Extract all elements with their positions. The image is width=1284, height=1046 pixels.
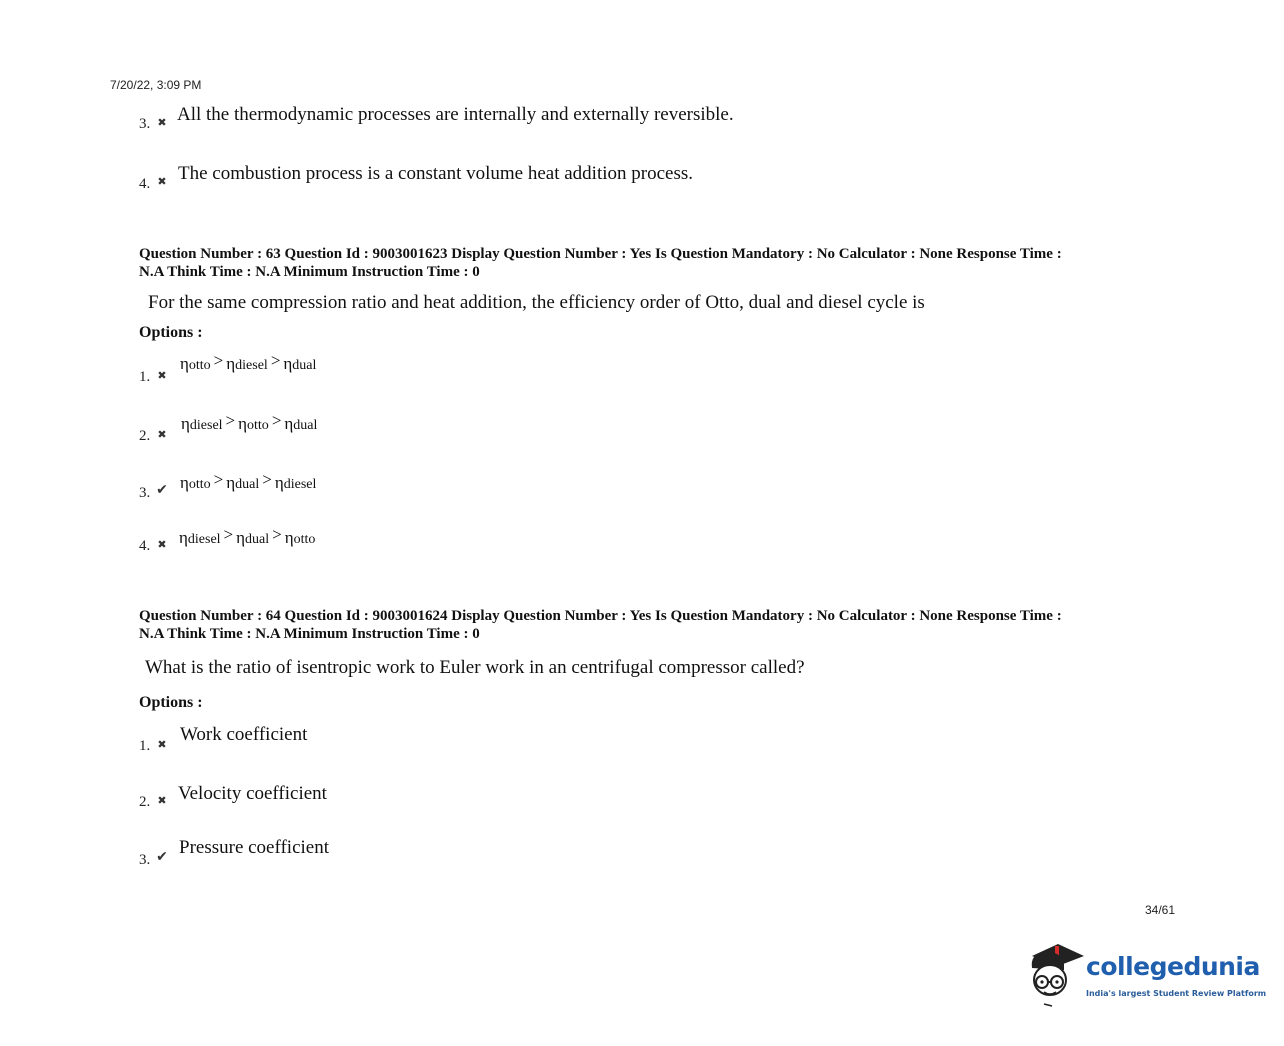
eta-symbol: η [284, 528, 294, 547]
option-number: 3. [139, 116, 151, 132]
meta-line-2: N.A Think Time : N.A Minimum Instruction Time : 0 [139, 626, 480, 642]
prev-option-3 [139, 115, 150, 133]
question-64-text: What is the ratio of isentropic work to Euler work in an centrifugal compressor called? [145, 657, 805, 678]
option-number: 2. [139, 794, 151, 810]
q63-option-2-expression [181, 411, 318, 434]
greater-than: > [272, 525, 282, 544]
option-text: Work coefficient [180, 724, 308, 745]
eta-symbol: η [226, 473, 236, 492]
eta-subscript: dual [293, 418, 318, 433]
eta-symbol: η [179, 528, 188, 547]
cross-icon: ✖ [157, 369, 167, 382]
mascot-icon [1024, 940, 1086, 1010]
eta-symbol: η [238, 414, 248, 433]
question-63-meta [139, 245, 1149, 281]
eta-subscript: dual [292, 358, 317, 373]
cross-icon: ✖ [157, 116, 167, 129]
checkmark-icon: ✔ [156, 849, 168, 865]
option-text: All the thermodynamic processes are internally and externally reversible. [177, 104, 734, 125]
greater-than: > [213, 470, 224, 489]
cross-icon: ✖ [157, 538, 167, 551]
greater-than: > [225, 411, 236, 430]
page-number: 34/61 [1145, 903, 1176, 917]
eta-subscript: diesel [283, 477, 317, 492]
logo-wordmark: collegedunia [1086, 952, 1260, 981]
greater-than: > [223, 525, 234, 544]
greater-than: > [213, 351, 224, 370]
eta-subscript: diesel [187, 532, 221, 547]
q63-option-4-expression [179, 525, 316, 548]
option-number: 3. [139, 485, 151, 501]
prev-option-4 [139, 175, 150, 193]
option-text: The combustion process is a constant volume heat addition process. [178, 163, 693, 184]
eta-subscript: otto [188, 477, 211, 492]
eta-symbol: η [236, 528, 246, 547]
meta-line-2: N.A Think Time : N.A Minimum Instruction Time : 0 [139, 264, 480, 280]
q63-option-3-expression [180, 470, 317, 493]
option-number: 3. [139, 852, 151, 868]
meta-line-1: Question Number : 63 Question Id : 9003001623 Display Question Number : Yes Is Question Mandatory : No Calculator : None Response Time : [139, 246, 1062, 262]
eta-symbol: η [274, 473, 284, 492]
eta-subscript: dual [235, 477, 260, 492]
cross-icon: ✖ [157, 175, 167, 188]
greater-than: > [271, 411, 282, 430]
eta-symbol: η [181, 414, 190, 433]
greater-than: > [262, 470, 272, 489]
option-text: Velocity coefficient [178, 783, 327, 804]
eta-subscript: otto [293, 532, 316, 547]
eta-symbol: η [284, 414, 294, 433]
eta-subscript: diesel [189, 418, 223, 433]
greater-than: > [270, 351, 281, 370]
option-number: 1. [139, 738, 151, 754]
option-number: 4. [139, 176, 151, 192]
eta-symbol: η [226, 354, 236, 373]
collegedunia-logo [1024, 940, 1267, 1010]
option-number: 2. [139, 428, 151, 444]
options-label: Options : [139, 694, 203, 711]
cross-icon: ✖ [157, 738, 167, 751]
eta-subscript: otto [188, 358, 211, 373]
question-64-meta [139, 607, 1149, 643]
question-63-text: For the same compression ratio and heat addition, the efficiency order of Otto, dual and diesel cycle is [148, 292, 925, 313]
eta-symbol: η [283, 354, 293, 373]
eta-subscript: otto [247, 418, 269, 433]
q63-option-1-expression [180, 351, 317, 374]
cross-icon: ✖ [157, 794, 167, 807]
option-number: 1. [139, 369, 151, 385]
eta-symbol: η [180, 354, 189, 373]
meta-line-1: Question Number : 64 Question Id : 9003001624 Display Question Number : Yes Is Question Mandatory : No Calculator : None Response Time : [139, 608, 1062, 624]
eta-symbol: η [180, 473, 189, 492]
print-timestamp: 7/20/22, 3:09 PM [110, 78, 202, 92]
eta-subscript: diesel [235, 358, 268, 373]
options-label: Options : [139, 324, 203, 341]
option-text: Pressure coefficient [179, 837, 330, 858]
logo-tagline: India's largest Student Review Platform [1086, 989, 1267, 998]
option-number: 4. [139, 538, 151, 554]
checkmark-icon: ✔ [156, 482, 168, 498]
eta-subscript: dual [245, 532, 270, 547]
cross-icon: ✖ [157, 428, 167, 441]
